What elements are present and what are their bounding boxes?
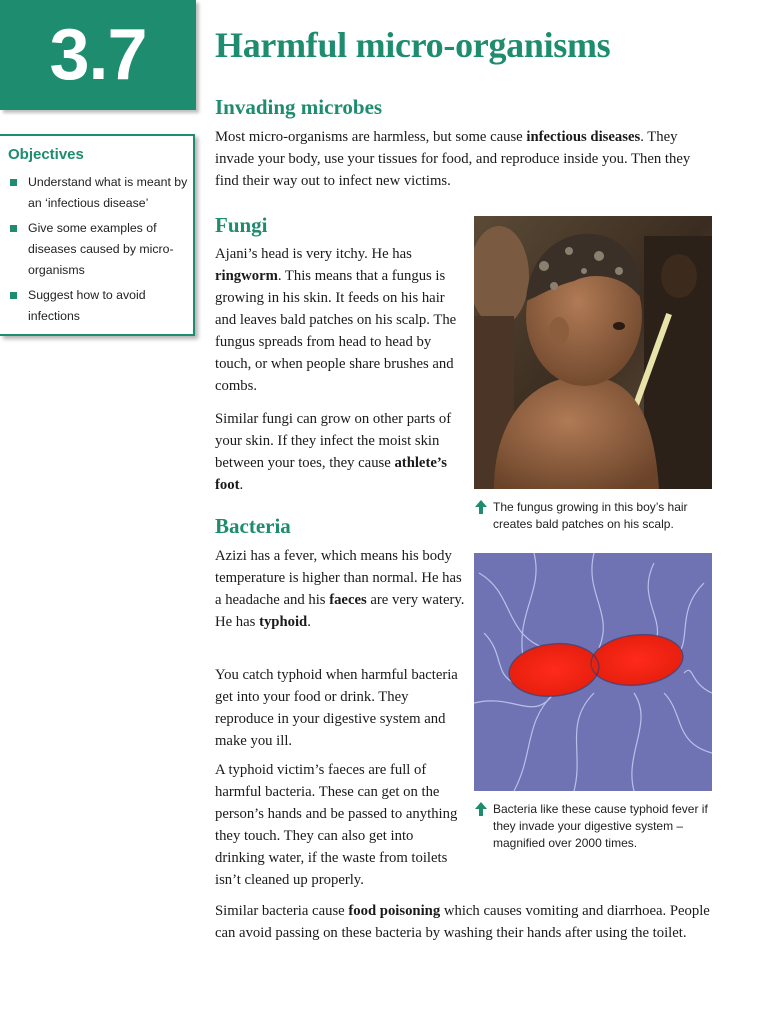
bacteria-photo-caption: Bacteria like these cause typhoid fever if they invade your digestive system – magnified over 2000 times. xyxy=(493,801,713,852)
invading-microbes-heading: Invading microbes xyxy=(215,95,383,119)
up-arrow-icon xyxy=(475,802,487,816)
objective-item: Give some examples of diseases caused by micro-organisms xyxy=(10,218,188,281)
invading-microbes-paragraph: Most micro-organisms are harmless, but some cause infectious diseases. They invade your body, use your tissues for food, and reproduce inside you. Then they find their way out to infect new victims. xyxy=(215,129,691,189)
up-arrow-icon xyxy=(475,500,487,514)
square-bullet-icon xyxy=(10,225,17,232)
section-number: 3.7 xyxy=(49,15,147,95)
bacteria-paragraph-2: You catch typhoid when harmful bacteria get into your food or drink. They reproduce in your digestive system and make you ill. xyxy=(215,667,458,749)
objectives-box xyxy=(0,134,195,336)
page-title: Harmful micro-organisms xyxy=(215,25,611,65)
boy-ringworm-photo xyxy=(474,216,712,489)
objectives-heading: Objectives xyxy=(8,146,84,163)
bacteria-heading: Bacteria xyxy=(215,514,291,538)
bacteria-micrograph xyxy=(474,553,712,791)
objective-item: Understand what is meant by an ‘infectious disease’ xyxy=(10,172,188,214)
objective-item: Suggest how to avoid infections xyxy=(10,285,188,327)
fungi-paragraph-2: Similar fungi can grow on other parts of your skin. If they infect the moist skin between your toes, they cause athlete’s foot. xyxy=(215,411,452,493)
square-bullet-icon xyxy=(10,292,17,299)
fungus-photo-caption: The fungus growing in this boy’s hair creates bald patches on his scalp. xyxy=(493,499,713,533)
bacteria-paragraph-4: Similar bacteria cause food poisoning which causes vomiting and diarrhoea. People can avoid passing on these bacteria by washing their hands after using the toilet. xyxy=(215,903,710,941)
objectives-list xyxy=(10,172,188,331)
bacteria-paragraph-1: Azizi has a fever, which means his body temperature is higher than normal. He has a headache and his faeces are very watery. He has typhoid. xyxy=(215,548,465,630)
section-number-badge xyxy=(0,0,196,110)
bacteria-paragraph-3: A typhoid victim’s faeces are full of harmful bacteria. These can get on the person’s hands and be passed to anything they touch. They can also get into drinking water, if the waste from toilets isn’t cleaned up properly. xyxy=(215,762,458,888)
fungi-heading: Fungi xyxy=(215,213,268,237)
square-bullet-icon xyxy=(10,179,17,186)
fungi-paragraph-1: Ajani’s head is very itchy. He has ringworm. This means that a fungus is growing in his skin. It feeds on his hair and leaves bald patches on his scalp. The fungus spreads from head to head by touch, or when people share brushes and combs. xyxy=(215,246,457,394)
